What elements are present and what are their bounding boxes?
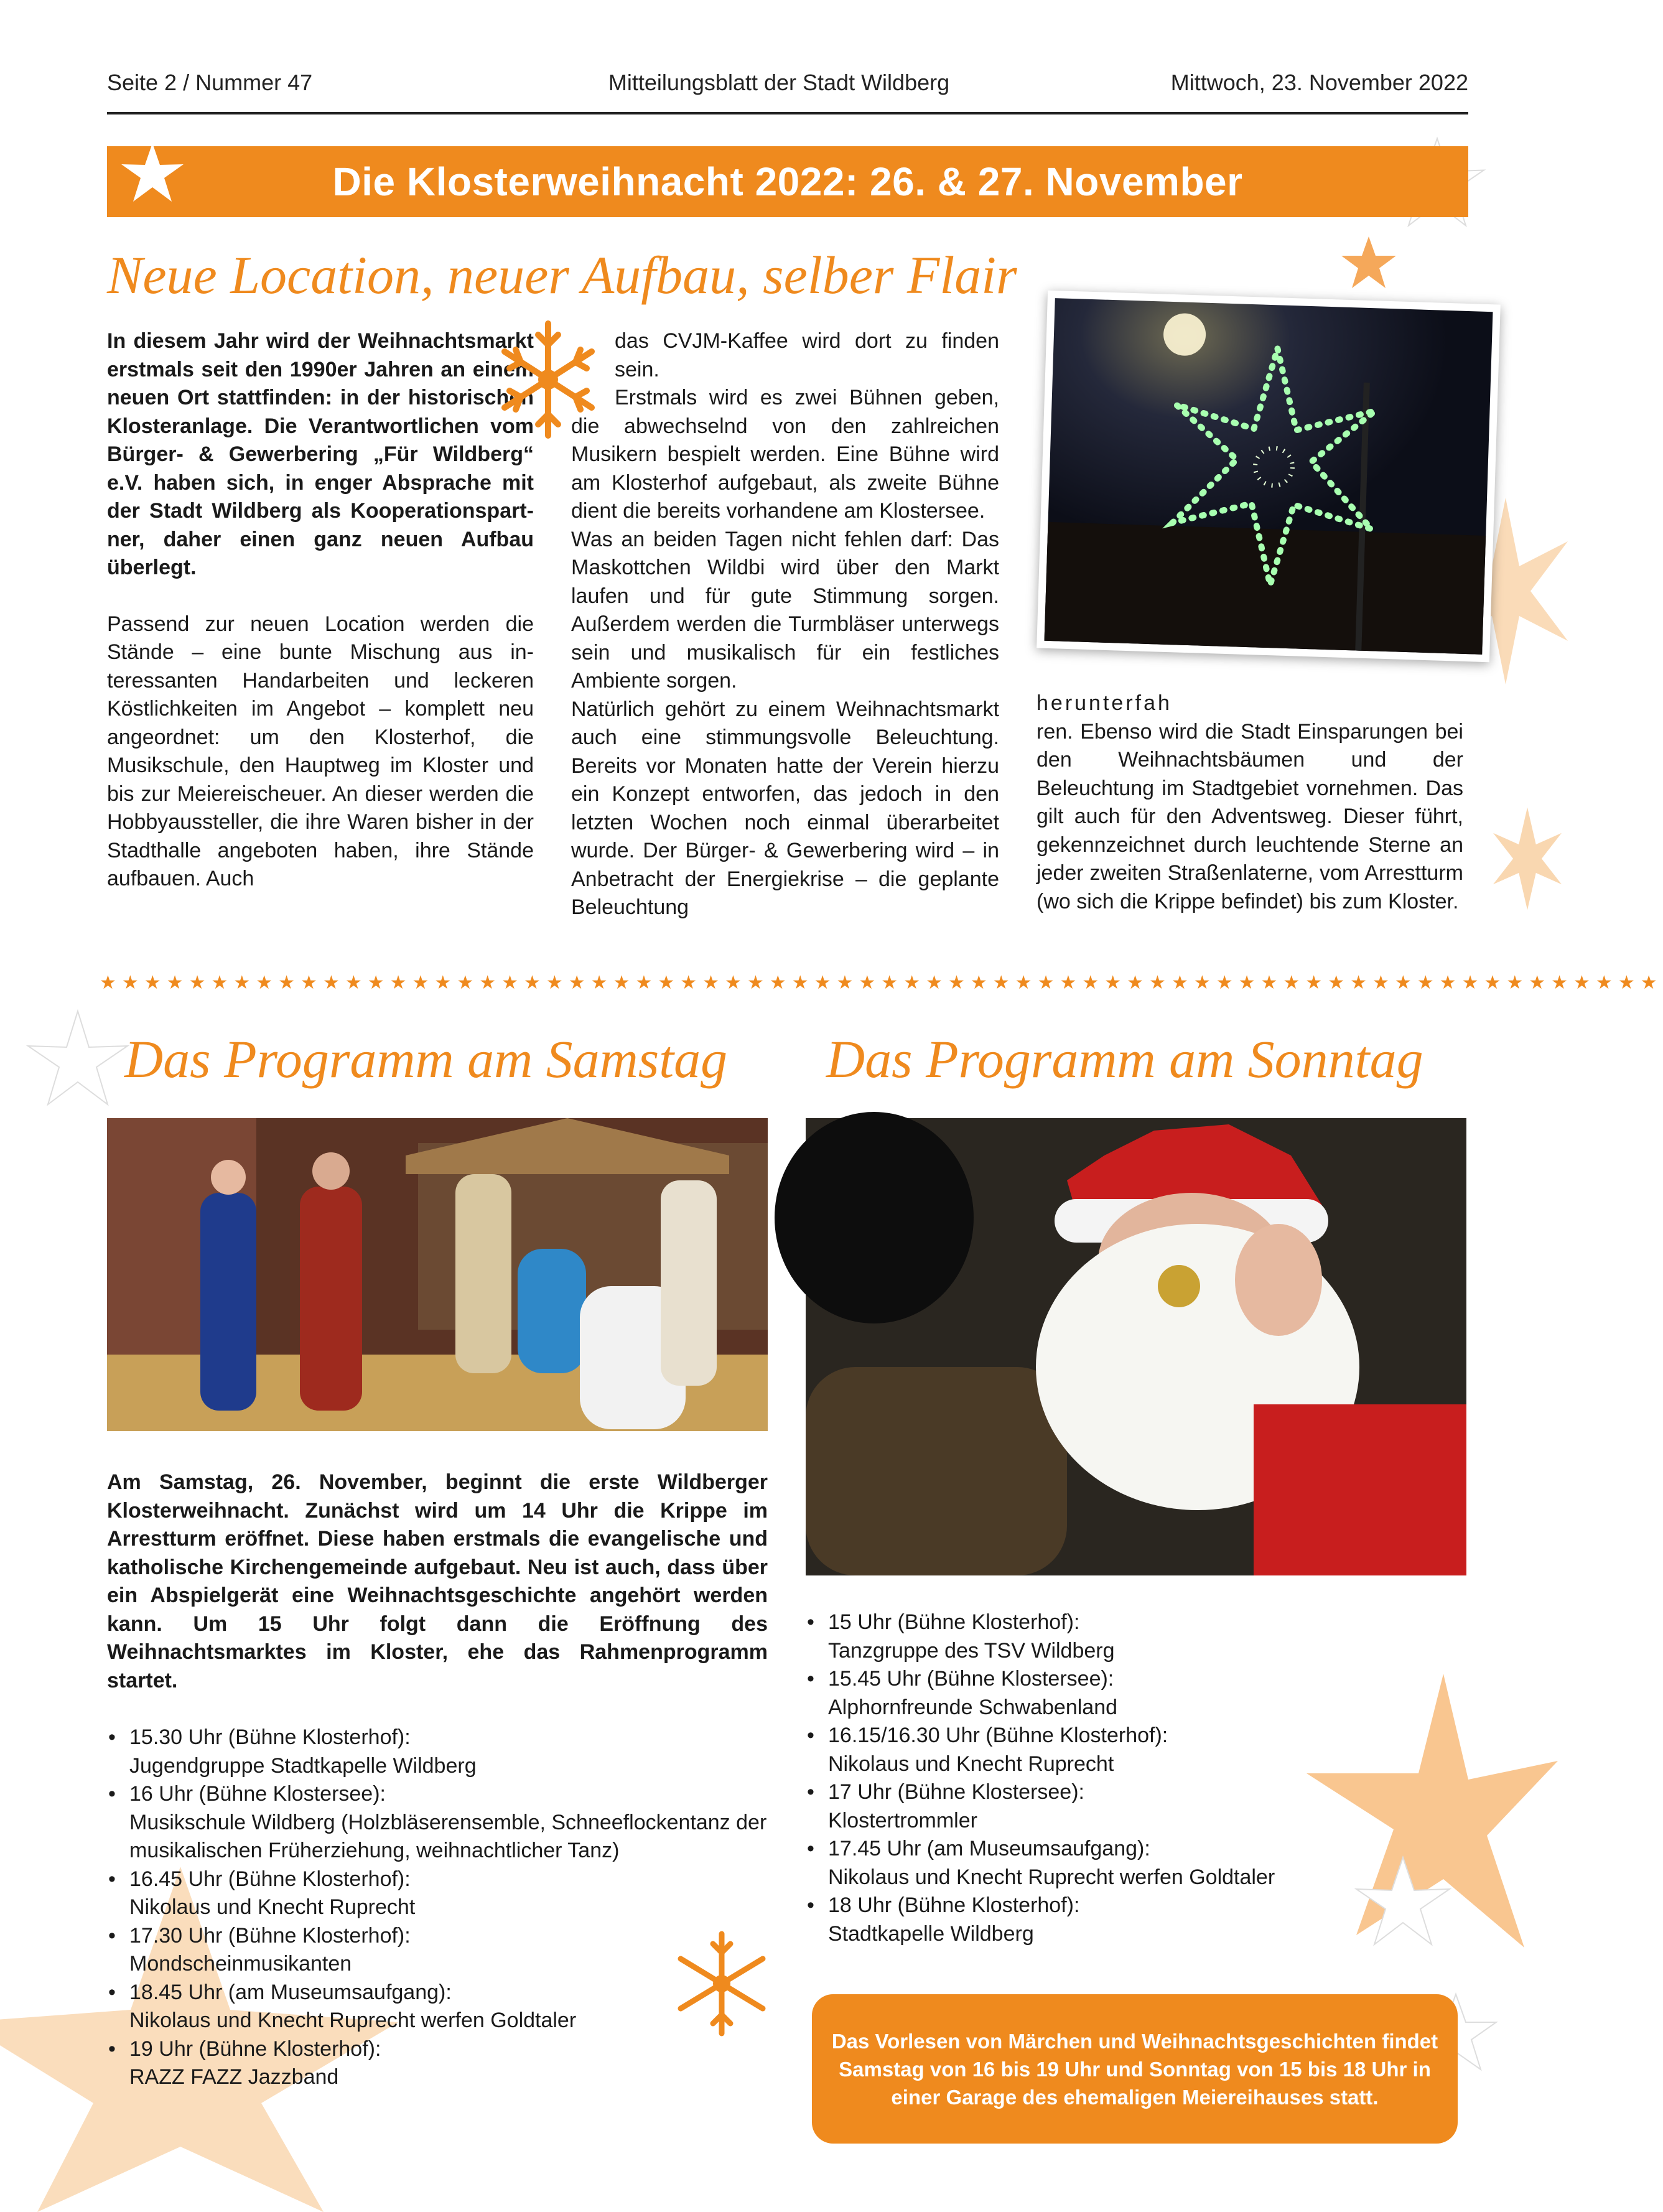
list-item: • 18.45 Uhr (am Museumsaufgang): Nikolaus und Knecht Ruprecht werfen Goldtaler [107, 1979, 768, 2035]
article-column-2 [571, 327, 999, 922]
article-column-3 [1036, 689, 1463, 916]
list-item: • 17.30 Uhr (Bühne Klosterhof): Mondscheinmusikanten [107, 1922, 768, 1979]
list-item: • 16.15/16.30 Uhr (Bühne Klosterhof): Nikolaus und Knecht Ruprecht [806, 1722, 1466, 1778]
article-body-3: Erstmals wird es zwei Bühnen geben, die abwechselnd von den zahlreichen Musikern bespielt werden. Eine Bühne wird am Klosterhof aufgebaut, als zweite Bühne dient die bereits vorhandene am Klostersee. [571, 386, 999, 523]
nativity-image [107, 1118, 768, 1431]
christmas-star-image [1045, 298, 1493, 655]
list-item: • 17 Uhr (Bühne Klostersee): Klostertrommler [806, 1778, 1466, 1835]
list-item: • 16.45 Uhr (Bühne Klosterhof): Nikolaus und Knecht Ruprecht [107, 1865, 768, 1922]
article-body-6: herunterfah [1036, 691, 1172, 715]
saturday-intro: Am Samstag, 26. November, beginnt die erste Wildberger Klosterweihnacht. Zunächst wird um 14 Uhr die Krippe im Arrestturm eröffnet. Diese haben erstmals die evangelische und katholische Kirchengemeinde aufgebaut. Neu ist auch, dass über ein Abspielgerät eine Weihnachtsgeschichte angehört werden kann. Um 15 Uhr folgt dann die Eröffnung des Weihnachtsmarktes im Kloster, ehe das Rahmenprogramm startet. [107, 1470, 768, 1692]
list-item: • 15 Uhr (Bühne Klosterhof): Tanzgruppe des TSV Wildberg [806, 1608, 1466, 1665]
publication-title: Mitteilungsblatt der Stadt Wildberg [608, 70, 950, 95]
article-body-2: das CVJM-Kaffee wird dort zu finden sein. [615, 329, 999, 381]
santa-photo [806, 1118, 1466, 1575]
snowflake-icon [1493, 796, 1562, 921]
article-body-1: Passend zur neuen Location werden die Stände – eine bunte Mischung aus interessanten Handarbeiten und leckeren Köstlichkeiten im Angebot – komplett neu angeordnet: um den Klosterhof, die Musikschule, den Hauptweg im Kloster und bis zur Meiereischeuer. An dieser werden die Hobbyaussteller, die ihre Waren bisher in der Stadthalle angeboten haben, ihre Stände aufbauen. Auch [107, 612, 534, 890]
saturday-program-list [107, 1724, 768, 2092]
star-icon [118, 140, 187, 208]
santa-image [806, 1118, 1466, 1575]
list-item: • 16 Uhr (Bühne Klostersee): Musikschule Wildberg (Holzbläserensemble, Schneeflockentanz der musikalischen Früherziehung, weihnachtlicher Tanz) [107, 1780, 768, 1865]
info-text: Das Vorlesen von Märchen und Weihnachtsgeschichten findet Samstag von 16 bis 19 Uhr und Sonntag von 15 bis 18 Uhr in einer Garage des ehemaligen Meiereihauses statt. [831, 2029, 1438, 2109]
article-headline: Neue Location, neuer Aufbau, selber Flair [107, 245, 1017, 305]
list-item: • 15.45 Uhr (Bühne Klostersee): Alphornfreunde Schwabenland [806, 1665, 1466, 1722]
star-icon [1338, 233, 1400, 296]
banner-title: Die Klosterweihnacht 2022: 26. & 27. November [332, 159, 1243, 204]
article-body-5: Natürlich gehört zu einem Weihnachtsmarkt auch eine stimmungsvolle Beleuchtung. Bereits vor Monaten hatte der Verein hierzu ein Konzept entworfen, das jedoch in den letzten Wochen noch einmal überarbeitet wurde. Der Bürger- & Gewerbering wird – in Anbetracht der Energiekrise – die geplante Beleuchtung [571, 697, 999, 919]
reading-info-box [812, 1994, 1458, 2144]
article-lead: In diesem Jahr wird der Weihnachtsmarkt erstmals seit den 1990er Jahren an einem neuen Ort stattfinden: in der historischen Klosteranlage. Die Verantwortlichen vom Bürger- & Gewerbering „Für Wildberg“ e.V. haben sich, in enger Absprache mit der Stadt Wildberg als Kooperationspartner, daher einen ganz neuen Aufbau überlegt. [107, 329, 534, 579]
star-divider: ★★★★★★★★★★★★★★★★★★★★★★★★★★★★★★★★★★★★★★★★★★★★★★★★★★★★★★★★★★★★★★★★★★★★★★ [100, 973, 1663, 993]
list-item: • 15.30 Uhr (Bühne Klosterhof): Jugendgruppe Stadtkapelle Wildberg [107, 1724, 768, 1780]
event-banner [107, 146, 1468, 217]
list-item: • 17.45 Uhr (am Museumsaufgang): Nikolaus und Knecht Ruprecht werfen Goldtaler [806, 1835, 1466, 1892]
sunday-headline: Das Programm am Sonntag [826, 1029, 1423, 1089]
snowflake-icon [675, 1929, 768, 2038]
header-rule [107, 112, 1468, 114]
article-body-7: ren. Ebenso wird die Stadt Einsparungen bei den Weihnachtsbäumen und der Beleuchtung im Stadtgebiet vornehmen. Das gilt auch für den Adventsweg. Dieser führt, gekennzeichnet durch leuchtende Sterne an jeder zweiten Straßenlaterne, vom Arrestturm (wo sich die Krippe befindet) bis zum Kloster. [1036, 719, 1463, 913]
list-item: • 19 Uhr (Bühne Klosterhof): RAZZ FAZZ Jazzband [107, 2035, 768, 2092]
page-number: Seite 2 / Nummer 47 [107, 70, 313, 95]
sunday-program-list [806, 1608, 1466, 1948]
article-body-4: Was an beiden Tagen nicht fehlen darf: Das Maskottchen Wildbi wird über den Markt laufen und für gute Stimmung sorgen. Außerdem werden die Turmbläser unterwegs sein und musikalisch für ein festliches Ambiente sorgen. [571, 527, 999, 693]
star-icon [25, 1008, 131, 1114]
saturday-headline: Das Programm am Samstag [124, 1029, 728, 1089]
list-item: • 18 Uhr (Bühne Klosterhof): Stadtkapelle Wildberg [806, 1892, 1466, 1948]
issue-date: Mittwoch, 23. November 2022 [1170, 70, 1468, 95]
article-column-1 [107, 327, 534, 894]
christmas-star-photo [1036, 291, 1501, 663]
nativity-photo [107, 1118, 768, 1431]
